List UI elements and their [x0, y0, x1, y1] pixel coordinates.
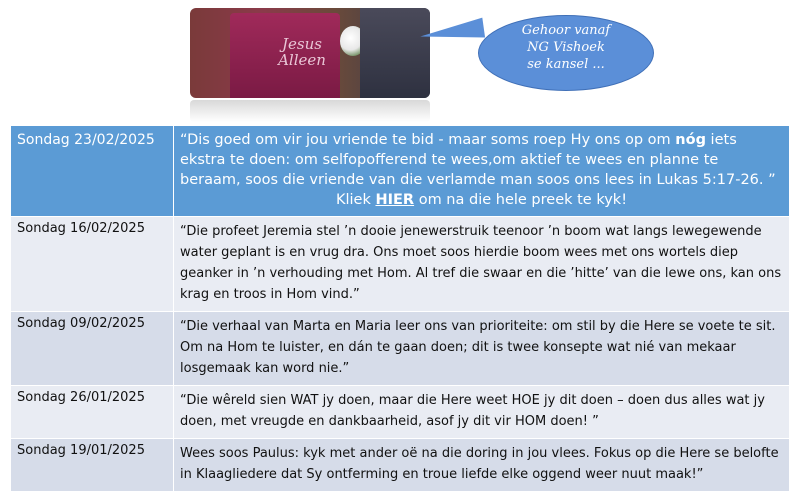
link-prefix: Kliek: [335, 192, 376, 208]
sermon-date: Sondag 09/02/2025: [11, 312, 174, 386]
quote-text-end: iets ekstra te doen: om selfopofferend te wees,om aktief te wees en planne te beraam, soos die vriende van die verlamde man soos ons lees in Lukas 5:17-26. ”: [180, 132, 776, 188]
photo-reflection: [190, 100, 430, 122]
sermon-quote: “Die wêreld sien WAT jy doen, maar die Here weet HOE jy dit doen – doen dus alles wat jy doen, met vreugde en dankbaarheid, asof jy dit vir HOM doen! ”: [174, 386, 790, 439]
pulpit-text-line2: Alleen: [278, 51, 326, 69]
pulpit-text-line1: Jesus: [282, 35, 322, 53]
table-row: [11, 312, 790, 386]
table-row: [11, 386, 790, 439]
speech-bubble: [478, 15, 654, 91]
quote-emphasis: nóg: [675, 132, 706, 148]
link-suffix: om na die hele preek te kyk!: [414, 192, 628, 208]
watch-link-line: [180, 190, 783, 210]
sermon-quote: Wees soos Paulus: kyk met ander oë na die doring in jou vlees. Fokus op die Here se belofte in Klaagliedere dat Sy ontferming en troue liefde elke oggend weer nuut maak!”: [174, 439, 790, 492]
sermon-table: [10, 125, 790, 492]
sermon-date: Sondag 16/02/2025: [11, 217, 174, 312]
wall-panel: [360, 8, 430, 98]
sermon-date: Sondag 19/01/2025: [11, 439, 174, 492]
table-row: [11, 126, 790, 217]
table-row: [11, 217, 790, 312]
pulpit-photo: [190, 8, 430, 98]
sermon-date: Sondag 23/02/2025: [11, 126, 174, 217]
sermon-date: Sondag 26/01/2025: [11, 386, 174, 439]
watch-sermon-link[interactable]: HIER: [375, 192, 415, 208]
bubble-line-3: se kansel ...: [527, 57, 605, 72]
bubble-line-2: NG Vishoek: [527, 40, 605, 55]
sermon-quote: [174, 126, 790, 217]
table-row: [11, 439, 790, 492]
bubble-line-1: Gehoor vanaf: [521, 23, 611, 38]
sermon-quote: “Die verhaal van Marta en Maria leer ons van prioriteite: om stil by die Here se voete te sit. Om na Hom te luister, en dán te gaan doen; dit is twee konsepte wat nié van mekaar losgemaak kan word nie.”: [174, 312, 790, 386]
quote-text: “Dis goed om vir jou vriende te bid - maar soms roep Hy ons op om: [180, 132, 676, 148]
pulpit-cloth-text: [272, 36, 332, 68]
sermon-quote: “Die profeet Jeremia stel ’n dooie jenewerstruik teenoor ’n boom wat langs lewegewende water geplant is en vrug dra. Ons moet soos hierdie boom wees met ons wortels diep geanker in ’n verhouding met Hom. Al tref die swaar en die ’hitte’ van die lewe ons, kan ons krag en troos in Hom vind.”: [174, 217, 790, 312]
